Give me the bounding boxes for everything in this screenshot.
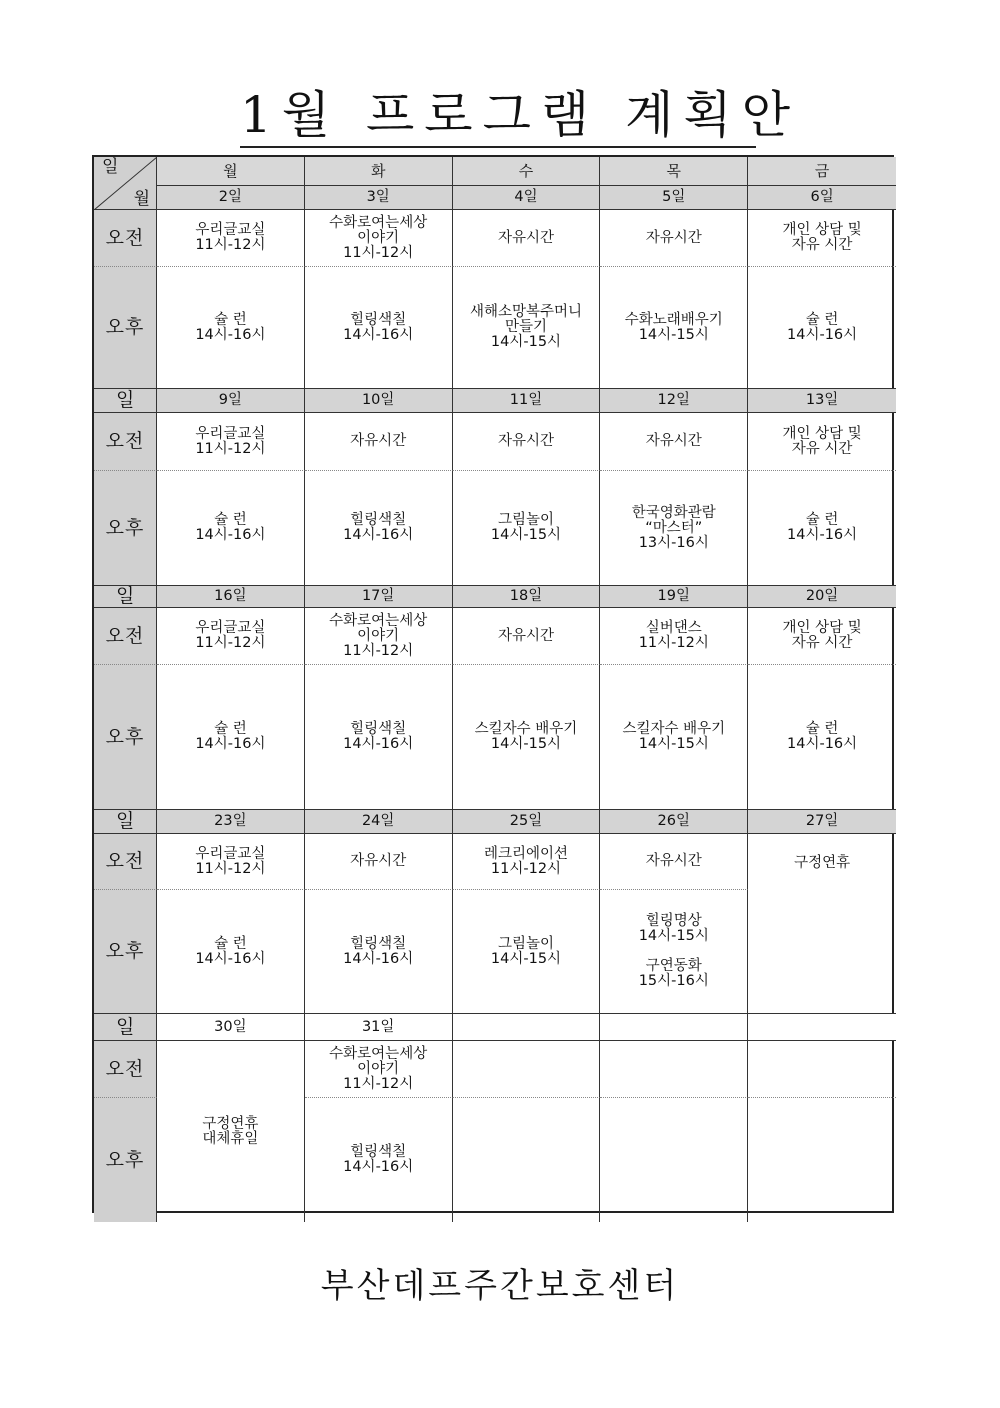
program-cell: 자유시간	[600, 210, 748, 267]
program-cell: 슐 런 14시-16시	[157, 890, 305, 1014]
program-cell: 자유시간	[453, 210, 601, 267]
weekday-thu: 목	[600, 157, 748, 186]
program-cell: 스킬자수 배우기 14시-15시	[453, 665, 601, 810]
program-cell-empty	[748, 1098, 896, 1222]
program-cell: 자유시간	[600, 834, 748, 890]
program-cell-empty	[453, 1098, 601, 1222]
program-cell: 레크리에이션 11시-12시	[453, 834, 601, 890]
date-cell: 16일	[157, 586, 305, 608]
day-label: 일	[94, 810, 157, 834]
am-label: 오전	[94, 413, 157, 471]
date-cell: 6일	[748, 186, 896, 210]
program-cell: 우리글교실 11시-12시	[157, 210, 305, 267]
date-cell: 19일	[600, 586, 748, 608]
title-underline	[240, 146, 756, 148]
weekday-mon: 월	[157, 157, 305, 186]
schedule-table	[92, 155, 894, 1213]
program-cell: 우리글교실 11시-12시	[157, 608, 305, 665]
program-cell: 수화로여는세상 이야기 11시-12시	[305, 1041, 453, 1098]
program-cell: 수화노래배우기 14시-15시	[600, 267, 748, 389]
am-label: 오전	[94, 608, 157, 665]
holiday-cell: 구정연휴	[748, 834, 896, 1014]
program-cell: 새해소망복주머니 만들기 14시-15시	[453, 267, 601, 389]
program-cell: 힐링색칠 14시-16시	[305, 665, 453, 810]
date-cell: 24일	[305, 810, 453, 834]
pm-label: 오후	[94, 890, 157, 1014]
date-cell-empty	[600, 1014, 748, 1041]
date-cell: 9일	[157, 389, 305, 413]
program-cell: 자유시간	[305, 834, 453, 890]
program-cell: 그림놀이 14시-15시	[453, 890, 601, 1014]
corner-month-label: 월	[133, 189, 150, 209]
header-corner	[94, 157, 157, 210]
program-cell: 슐 런 14시-16시	[157, 471, 305, 586]
date-cell: 3일	[305, 186, 453, 210]
program-cell-empty	[600, 1041, 748, 1098]
program-cell: 슐 런 14시-16시	[748, 665, 896, 810]
program-cell: 자유시간	[600, 413, 748, 471]
program-cell: 수화로여는세상 이야기 11시-12시	[305, 210, 453, 267]
date-cell-empty	[748, 1014, 896, 1041]
pm-label: 오후	[94, 267, 157, 389]
program-cell: 개인 상담 및 자유 시간	[748, 608, 896, 665]
organization-name: 부산데프주간보호센터	[320, 1266, 680, 1306]
program-cell: 한국영화관람 “마스터” 13시-16시	[600, 471, 748, 586]
program-cell: 힐링색칠 14시-16시	[305, 890, 453, 1014]
am-label: 오전	[94, 834, 157, 890]
program-cell: 힐링명상 14시-15시 구연동화 15시-16시	[600, 890, 748, 1014]
program-cell: 자유시간	[305, 413, 453, 471]
program-cell: 슐 런 14시-16시	[157, 665, 305, 810]
program-cell: 슐 런 14시-16시	[748, 267, 896, 389]
date-cell: 30일	[157, 1014, 305, 1041]
program-cell-empty	[600, 1098, 748, 1222]
weekday-tue: 화	[305, 157, 453, 186]
date-cell: 23일	[157, 810, 305, 834]
date-cell-empty	[453, 1014, 601, 1041]
holiday-cell: 구정연휴 대체휴일	[157, 1041, 305, 1222]
date-cell: 10일	[305, 389, 453, 413]
pm-label: 오후	[94, 1098, 157, 1222]
date-cell: 25일	[453, 810, 601, 834]
weekday-fri: 금	[748, 157, 896, 186]
program-cell: 우리글교실 11시-12시	[157, 413, 305, 471]
am-label: 오전	[94, 210, 157, 267]
program-cell: 개인 상담 및 자유 시간	[748, 413, 896, 471]
pm-label: 오후	[94, 665, 157, 810]
corner-day-label: 일	[102, 157, 119, 177]
program-cell-empty	[453, 1041, 601, 1098]
date-cell: 4일	[453, 186, 601, 210]
day-label: 일	[94, 1014, 157, 1041]
program-cell: 그림놀이 14시-15시	[453, 471, 601, 586]
day-label: 일	[94, 586, 157, 608]
date-cell: 17일	[305, 586, 453, 608]
program-cell: 자유시간	[453, 608, 601, 665]
date-cell: 12일	[600, 389, 748, 413]
pm-label: 오후	[94, 471, 157, 586]
program-cell: 힐링색칠 14시-16시	[305, 1098, 453, 1222]
date-cell: 13일	[748, 389, 896, 413]
date-cell: 26일	[600, 810, 748, 834]
program-cell: 수화로여는세상 이야기 11시-12시	[305, 608, 453, 665]
program-cell: 개인 상담 및 자유 시간	[748, 210, 896, 267]
date-cell: 20일	[748, 586, 896, 608]
program-cell: 실버댄스 11시-12시	[600, 608, 748, 665]
program-cell: 힐링색칠 14시-16시	[305, 471, 453, 586]
program-cell: 우리글교실 11시-12시	[157, 834, 305, 890]
program-cell: 힐링색칠 14시-16시	[305, 267, 453, 389]
program-cell: 스킬자수 배우기 14시-15시	[600, 665, 748, 810]
date-cell: 18일	[453, 586, 601, 608]
page-title: 1월 프로그램 계획안	[240, 86, 800, 144]
program-cell: 슐 런 14시-16시	[157, 267, 305, 389]
weekday-wed: 수	[453, 157, 601, 186]
date-cell: 2일	[157, 186, 305, 210]
date-cell: 31일	[305, 1014, 453, 1041]
day-label: 일	[94, 389, 157, 413]
date-cell: 5일	[600, 186, 748, 210]
am-label: 오전	[94, 1041, 157, 1098]
program-cell: 자유시간	[453, 413, 601, 471]
date-cell: 11일	[453, 389, 601, 413]
date-cell: 27일	[748, 810, 896, 834]
program-cell: 슐 런 14시-16시	[748, 471, 896, 586]
program-cell-empty	[748, 1041, 896, 1098]
